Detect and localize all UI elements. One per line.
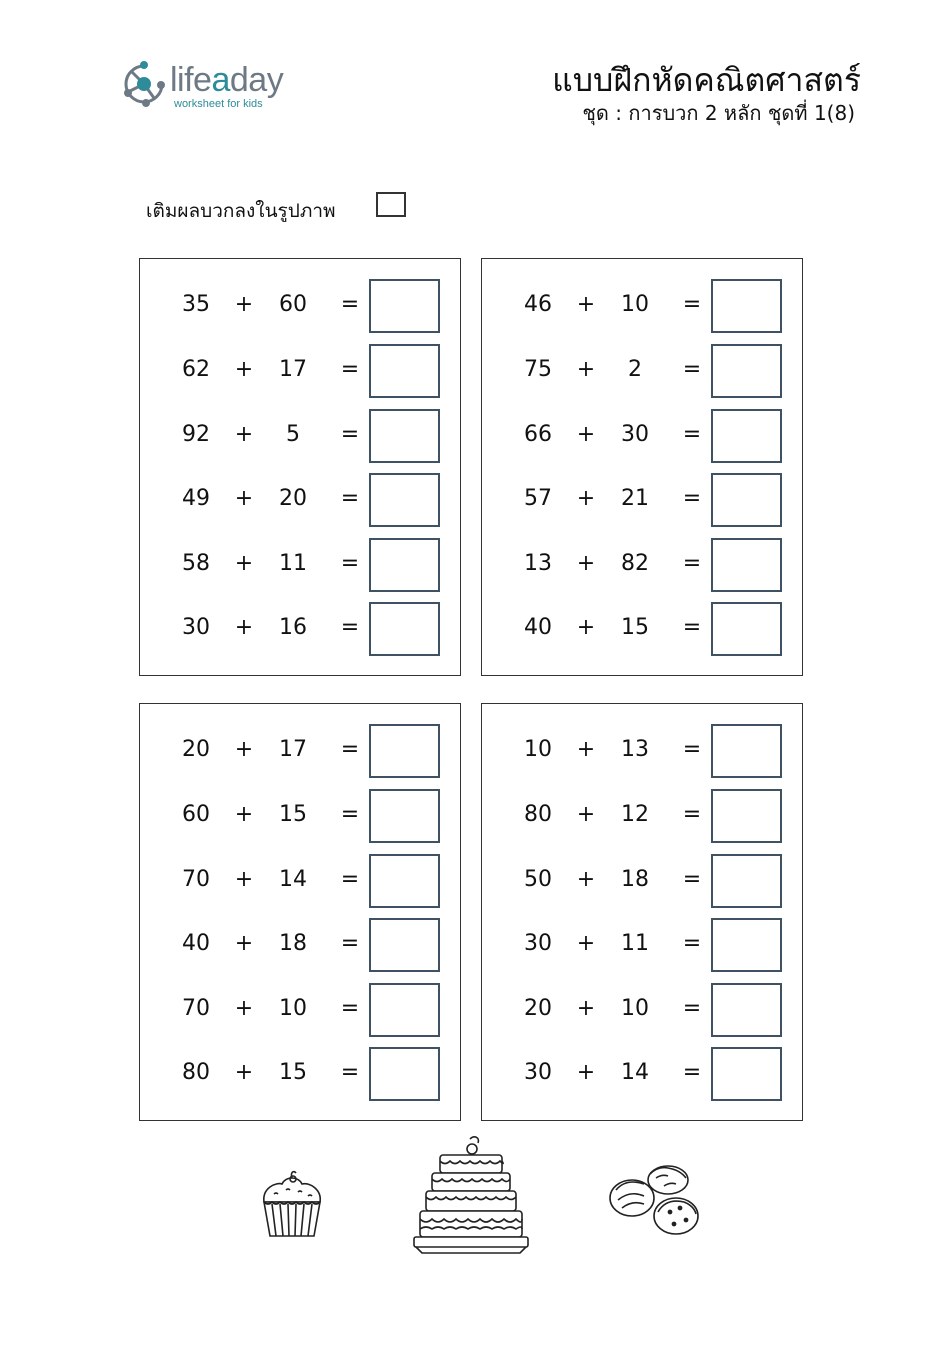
addend-1: 30 (524, 931, 552, 956)
equals-sign: = (340, 1060, 360, 1085)
plus-sign: + (234, 737, 254, 762)
addend-2: 15 (621, 615, 649, 640)
addend-1: 60 (182, 802, 210, 827)
answer-box[interactable] (369, 918, 440, 972)
problem-row (482, 1047, 802, 1101)
addend-2: 15 (279, 802, 307, 827)
equals-sign: = (340, 737, 360, 762)
equals-sign: = (340, 931, 360, 956)
answer-box[interactable] (369, 538, 440, 592)
addend-1: 62 (182, 357, 210, 382)
answer-box[interactable] (369, 789, 440, 843)
problem-row (482, 409, 802, 463)
addend-2: 82 (621, 551, 649, 576)
answer-box[interactable] (711, 789, 782, 843)
plus-sign: + (576, 867, 596, 892)
answer-box[interactable] (711, 918, 782, 972)
logo-molecule-icon (120, 58, 168, 110)
equals-sign: = (340, 996, 360, 1021)
equals-sign: = (340, 615, 360, 640)
plus-sign: + (576, 357, 596, 382)
addend-1: 58 (182, 551, 210, 576)
addend-1: 70 (182, 867, 210, 892)
addend-2: 12 (621, 802, 649, 827)
equals-sign: = (340, 802, 360, 827)
equals-sign: = (682, 292, 702, 317)
addend-1: 40 (182, 931, 210, 956)
addend-2: 5 (286, 422, 300, 447)
plus-sign: + (576, 1060, 596, 1085)
answer-box[interactable] (711, 1047, 782, 1101)
addend-2: 20 (279, 486, 307, 511)
addend-2: 18 (621, 867, 649, 892)
cupcake-icon (258, 1168, 326, 1240)
answer-box[interactable] (369, 1047, 440, 1101)
equals-sign: = (682, 551, 702, 576)
addend-1: 40 (524, 615, 552, 640)
equals-sign: = (340, 292, 360, 317)
answer-box[interactable] (711, 473, 782, 527)
addend-2: 21 (621, 486, 649, 511)
equals-sign: = (682, 1060, 702, 1085)
answer-box[interactable] (711, 279, 782, 333)
instruction-example-box (376, 192, 406, 217)
problem-row (140, 344, 460, 398)
addend-2: 18 (279, 931, 307, 956)
problem-panel-4 (481, 703, 803, 1121)
problem-panel-2 (481, 258, 803, 676)
equals-sign: = (682, 867, 702, 892)
answer-box[interactable] (711, 602, 782, 656)
addend-1: 66 (524, 422, 552, 447)
addend-2: 17 (279, 357, 307, 382)
plus-sign: + (576, 422, 596, 447)
problem-row (482, 473, 802, 527)
chocolates-icon (606, 1160, 704, 1242)
plus-sign: + (576, 802, 596, 827)
answer-box[interactable] (369, 983, 440, 1037)
equals-sign: = (682, 357, 702, 382)
answer-box[interactable] (369, 602, 440, 656)
problem-row (482, 279, 802, 333)
addend-1: 92 (182, 422, 210, 447)
addend-2: 2 (628, 357, 642, 382)
plus-sign: + (234, 551, 254, 576)
problem-row (140, 409, 460, 463)
addend-2: 14 (279, 867, 307, 892)
addend-1: 13 (524, 551, 552, 576)
equals-sign: = (682, 737, 702, 762)
addend-1: 20 (182, 737, 210, 762)
addend-2: 11 (621, 931, 649, 956)
plus-sign: + (234, 615, 254, 640)
answer-box[interactable] (711, 409, 782, 463)
addend-1: 46 (524, 292, 552, 317)
plus-sign: + (234, 996, 254, 1021)
addend-2: 17 (279, 737, 307, 762)
addend-1: 57 (524, 486, 552, 511)
plus-sign: + (234, 292, 254, 317)
addend-1: 30 (182, 615, 210, 640)
equals-sign: = (340, 486, 360, 511)
answer-box[interactable] (711, 344, 782, 398)
equals-sign: = (340, 357, 360, 382)
equals-sign: = (682, 422, 702, 447)
equals-sign: = (682, 802, 702, 827)
answer-box[interactable] (711, 854, 782, 908)
plus-sign: + (576, 551, 596, 576)
equals-sign: = (340, 867, 360, 892)
addend-2: 60 (279, 292, 307, 317)
worksheet-title: แบบฝึกหัดคณิตศาสตร์ (552, 61, 861, 99)
problem-row (140, 1047, 460, 1101)
addend-1: 80 (524, 802, 552, 827)
plus-sign: + (576, 737, 596, 762)
addend-1: 10 (524, 737, 552, 762)
equals-sign: = (340, 422, 360, 447)
equals-sign: = (682, 996, 702, 1021)
answer-box[interactable] (369, 409, 440, 463)
answer-box[interactable] (711, 983, 782, 1037)
plus-sign: + (234, 1060, 254, 1085)
problem-panel-3 (139, 703, 461, 1121)
answer-box[interactable] (711, 724, 782, 778)
plus-sign: + (234, 422, 254, 447)
answer-box[interactable] (369, 279, 440, 333)
instruction-text: เติมผลบวกลงในรูปภาพ (146, 200, 336, 222)
plus-sign: + (234, 357, 254, 382)
problem-row (482, 724, 802, 778)
equals-sign: = (340, 551, 360, 576)
problem-row (140, 279, 460, 333)
problem-row (482, 854, 802, 908)
problem-row (140, 918, 460, 972)
addend-2: 10 (279, 996, 307, 1021)
answer-box[interactable] (369, 473, 440, 527)
plus-sign: + (576, 486, 596, 511)
problem-row (140, 724, 460, 778)
plus-sign: + (234, 486, 254, 511)
problem-row (140, 789, 460, 843)
addend-2: 10 (621, 292, 649, 317)
problem-row (482, 344, 802, 398)
problem-row (140, 473, 460, 527)
addend-2: 11 (279, 551, 307, 576)
addend-1: 70 (182, 996, 210, 1021)
addend-1: 50 (524, 867, 552, 892)
problem-row (140, 983, 460, 1037)
addend-1: 35 (182, 292, 210, 317)
problem-row (140, 602, 460, 656)
problem-panel-1 (139, 258, 461, 676)
cake-icon (412, 1135, 530, 1255)
plus-sign: + (234, 802, 254, 827)
brand-logo (120, 58, 320, 114)
problem-row (482, 789, 802, 843)
equals-sign: = (682, 615, 702, 640)
plus-sign: + (576, 615, 596, 640)
addend-1: 75 (524, 357, 552, 382)
addend-2: 16 (279, 615, 307, 640)
answer-box[interactable] (711, 538, 782, 592)
answer-box[interactable] (369, 724, 440, 778)
plus-sign: + (576, 292, 596, 317)
answer-box[interactable] (369, 344, 440, 398)
plus-sign: + (576, 996, 596, 1021)
plus-sign: + (576, 931, 596, 956)
equals-sign: = (682, 931, 702, 956)
addend-2: 13 (621, 737, 649, 762)
addend-1: 80 (182, 1060, 210, 1085)
plus-sign: + (234, 867, 254, 892)
addend-2: 14 (621, 1060, 649, 1085)
addend-1: 30 (524, 1060, 552, 1085)
addend-2: 10 (621, 996, 649, 1021)
addend-2: 15 (279, 1060, 307, 1085)
plus-sign: + (234, 931, 254, 956)
problem-row (482, 602, 802, 656)
addend-2: 30 (621, 422, 649, 447)
equals-sign: = (682, 486, 702, 511)
addend-1: 20 (524, 996, 552, 1021)
addend-1: 49 (182, 486, 210, 511)
problem-row (482, 918, 802, 972)
brand-tagline: worksheet for kids (174, 98, 263, 110)
problem-row (482, 538, 802, 592)
problem-row (482, 983, 802, 1037)
problem-row (140, 854, 460, 908)
problem-row (140, 538, 460, 592)
worksheet-subtitle: ชุด : การบวก 2 หลัก ชุดที่ 1(8) (582, 101, 855, 125)
brand-name: lifeaday (170, 61, 284, 99)
answer-box[interactable] (369, 854, 440, 908)
